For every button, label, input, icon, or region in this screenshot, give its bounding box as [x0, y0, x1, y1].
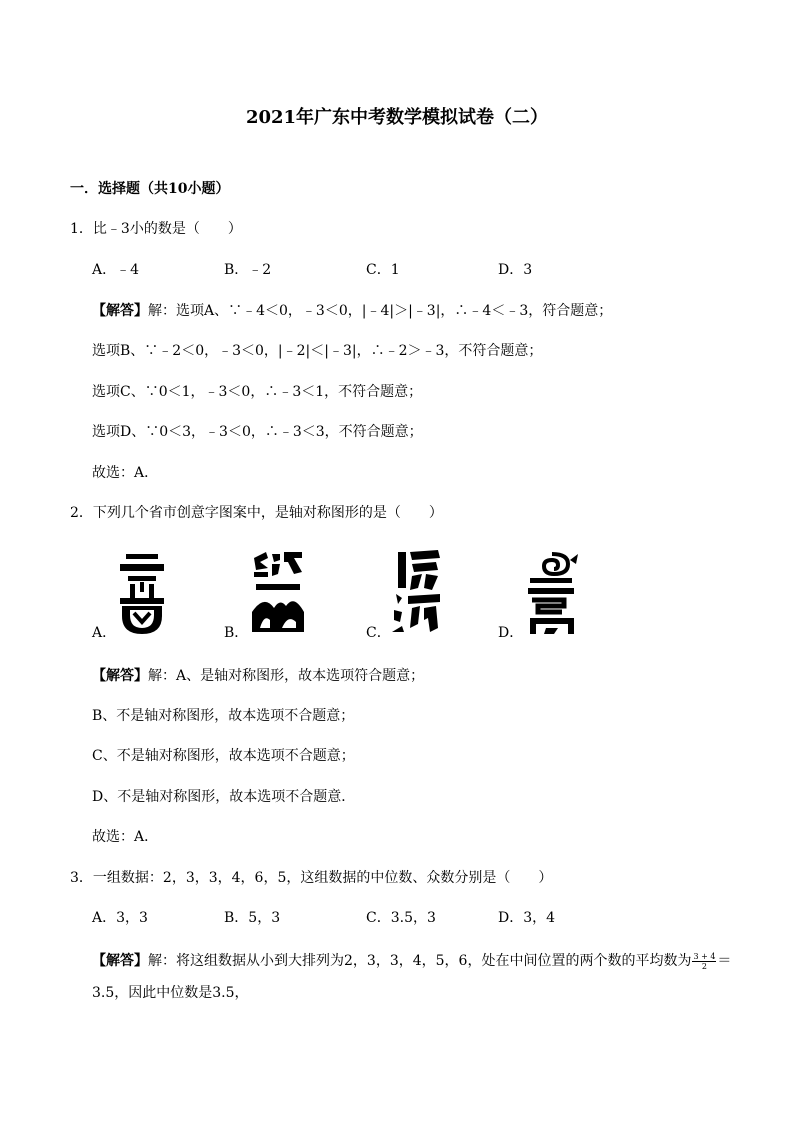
q3-equals: ＝ — [717, 953, 732, 969]
swirl-glyph-icon — [524, 550, 580, 634]
q2-answer-tag: 【解答】 — [92, 668, 148, 684]
q2-answer-line-4: D、不是轴对称图形，故本选项不合题意． — [92, 789, 356, 805]
q2-answer-line-5: 故选：A． — [92, 829, 159, 845]
q2-option-a-label: A． — [92, 625, 117, 641]
q1-answer-line-5: 故选：A． — [92, 465, 159, 481]
q2-answer-text: 解：A、是轴对称图形，故本选项符合题意； — [148, 668, 425, 684]
q3-fraction-numerator: 3 + 4 — [693, 951, 716, 961]
q2-option-c-label: C． — [366, 625, 391, 641]
symmetric-glyph-icon — [118, 552, 166, 636]
q3-answer-text: 解：将这组数据从小到大排列为2，3，3，4，5，6，处在中间位置的两个数的平均数为 — [148, 953, 692, 969]
q3-stem: 3．一组数据：2，3，3，4，6，5，这组数据的中位数、众数分别是（ ） — [70, 870, 553, 886]
q3-answer-line-1 — [92, 950, 731, 972]
q2-stem: 2．下列几个省市创意字图案中，是轴对称图形的是（ ） — [70, 505, 443, 521]
calligraphy-glyph-icon — [392, 548, 444, 634]
q1-option-d: D．3 — [498, 262, 533, 278]
section-heading: 一．选择题（共10小题） — [70, 181, 230, 197]
q2-option-d-label: D． — [498, 625, 524, 641]
q1-answer-line-3: 选项C、∵0＜1，﹣3＜0，∴﹣3＜1，不符合题意； — [92, 384, 423, 400]
q3-option-d: D．3，4 — [498, 910, 556, 926]
q3-fraction — [692, 952, 716, 971]
q3-option-c: C．3.5，3 — [366, 910, 436, 926]
q2-option-b-label: B． — [224, 625, 249, 641]
q2-answer-line-2: B、不是轴对称图形，故本选项不合题意； — [92, 708, 355, 724]
q2-answer-line-1 — [92, 666, 424, 686]
q1-answer-line-4: 选项D、∵0＜3，﹣3＜0，∴﹣3＜3，不符合题意； — [92, 424, 423, 440]
q3-fraction-denominator: 2 — [701, 961, 707, 971]
q1-answer-line-1 — [92, 301, 612, 321]
page-title: 2021年广东中考数学模拟试卷（二） — [245, 107, 549, 128]
q1-answer-text: 解：选项A、∵﹣4＜0，﹣3＜0，|﹣4|＞|﹣3|，∴﹣4＜﹣3，符合题意； — [148, 303, 613, 319]
q1-answer-line-2: 选项B、∵﹣2＜0，﹣3＜0，|﹣2|＜|﹣3|，∴﹣2＞﹣3，不符合题意； — [92, 343, 543, 359]
q1-option-b: B．﹣2 — [224, 262, 272, 278]
q3-option-a: A．3，3 — [92, 910, 148, 926]
q1-option-a: A．﹣4 — [92, 262, 140, 278]
q2-answer-line-3: C、不是轴对称图形，故本选项不合题意； — [92, 748, 355, 764]
q3-answer-line-2: 3.5，因此中位数是3.5， — [92, 985, 249, 1001]
q1-answer-tag: 【解答】 — [92, 303, 148, 319]
q3-answer-tag: 【解答】 — [92, 953, 148, 969]
q1-stem: 1．比﹣3小的数是（ ） — [70, 221, 242, 237]
mountain-glyph-icon — [250, 550, 306, 632]
q1-option-c: C．1 — [366, 262, 400, 278]
q3-option-b: B．5，3 — [224, 910, 281, 926]
